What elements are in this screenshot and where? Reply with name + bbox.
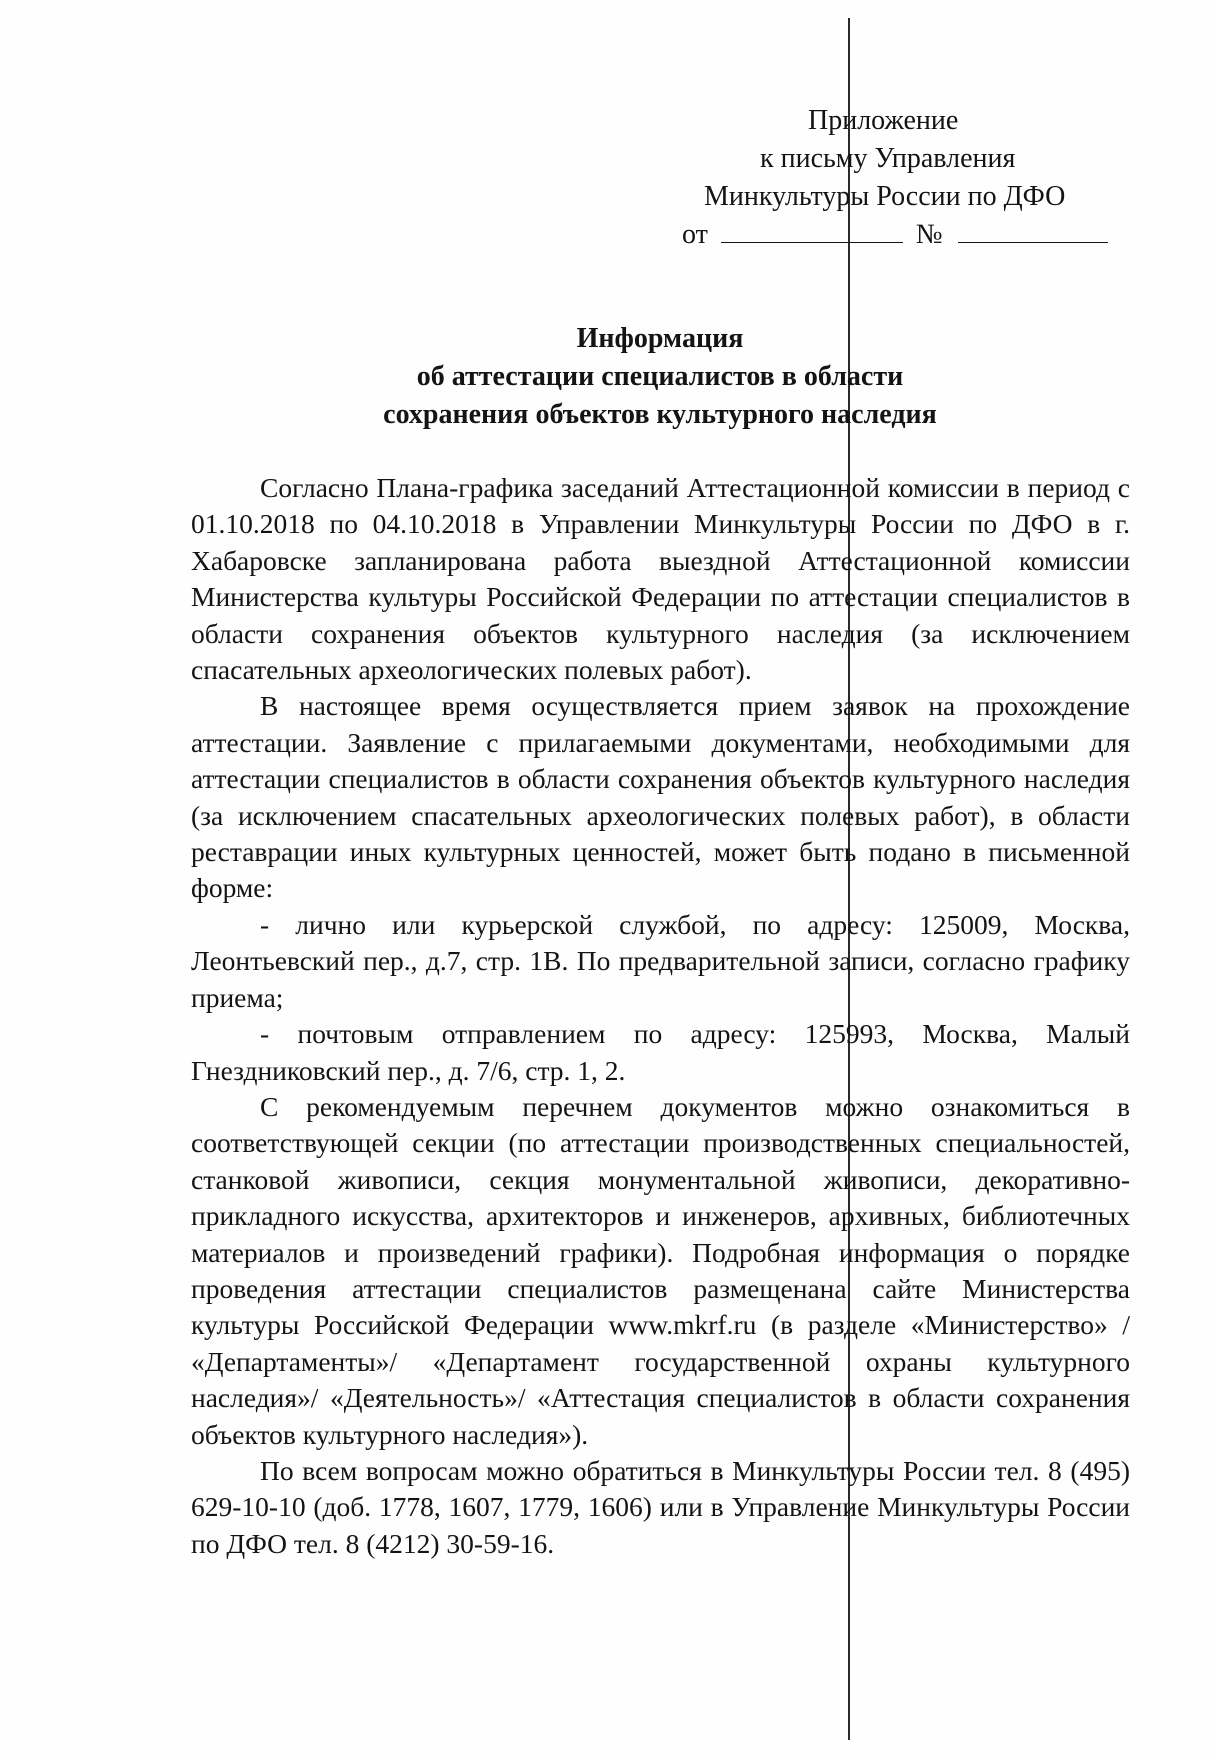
title-line-1: Информация — [576, 323, 744, 354]
document-body — [191, 470, 1130, 1562]
number-sign: № — [915, 219, 943, 250]
paragraph-application-intake: В настоящее время осуществляется прием заявок на прохождение аттестации. Заявление с прилагаемыми документами, необходимыми для аттестации специалистов в области сохранения объектов культурного наследия (за исключением спасательных археологических полевых работ), в области реставрации иных культурных ценностей, может быть подано в письменной форме: — [191, 690, 1130, 904]
appendix-date-number-line — [640, 216, 1080, 254]
date-blank-field — [721, 216, 903, 243]
title-line-3: сохранения объектов культурного наследия — [383, 399, 937, 430]
number-blank-field — [958, 216, 1108, 243]
appendix-organization: Минкультуры России по ДФО — [704, 181, 1066, 212]
appendix-header — [640, 102, 1080, 254]
paragraph-documents-list: С рекомендуемым перечнем документов можно ознакомиться в соответствующей секции (по аттестации производственных специальностей, станковой живописи, секция монументальной живописи, декоративно-прикладного искусства, архитекторов и инженеров, архивных, библиотечных материалов и произведений графики). Подробная информация о порядке проведения аттестации специалистов размещенана сайте Министерства культуры Российской Федерации www.mkrf.ru (в разделе «Министерство» / «Департаменты»/ «Департамент государственной охраны культурного наследия»/ «Деятельность»/ «Аттестация специалистов в области сохранения объектов культурного наследия»). — [191, 1090, 1130, 1450]
paragraph-contacts: По всем вопросам можно обратиться в Минкультуры России тел. 8 (495) 629-10-10 (доб. 1778, 1607, 1779, 1606) или в Управление Минкультуры России по ДФО тел. 8 (4212) 30-59-16. — [191, 1454, 1130, 1559]
list-item-by-mail: - почтовым отправлением по адресу: 125993, Москва, Малый Гнездниковский пер., д. 7/6, стр. 1, 2. — [191, 1018, 1130, 1086]
appendix-title: Приложение — [808, 105, 959, 136]
document-title — [190, 320, 1130, 434]
list-item-in-person: - лично или курьерской службой, по адресу: 125009, Москва, Леонтьевский пер., д.7, стр. 1В. По предварительной записи, согласно графику приема; — [191, 908, 1130, 1013]
paragraph-commission-schedule: Согласно Плана-графика заседаний Аттестационной комиссии в период с 01.10.2018 по 04.10.2018 в Управлении Минкультуры России по ДФО в г. Хабаровске запланирована работа выездной Аттестационной комиссии Министерства культуры Российской Федерации по аттестации специалистов в области сохранения объектов культурного наследия (за исключением спасательных археологических полевых работ). — [191, 472, 1130, 686]
title-line-2: об аттестации специалистов в области — [416, 361, 904, 392]
date-prefix: от — [682, 219, 708, 250]
appendix-letter-ref: к письму Управления — [760, 143, 1016, 174]
